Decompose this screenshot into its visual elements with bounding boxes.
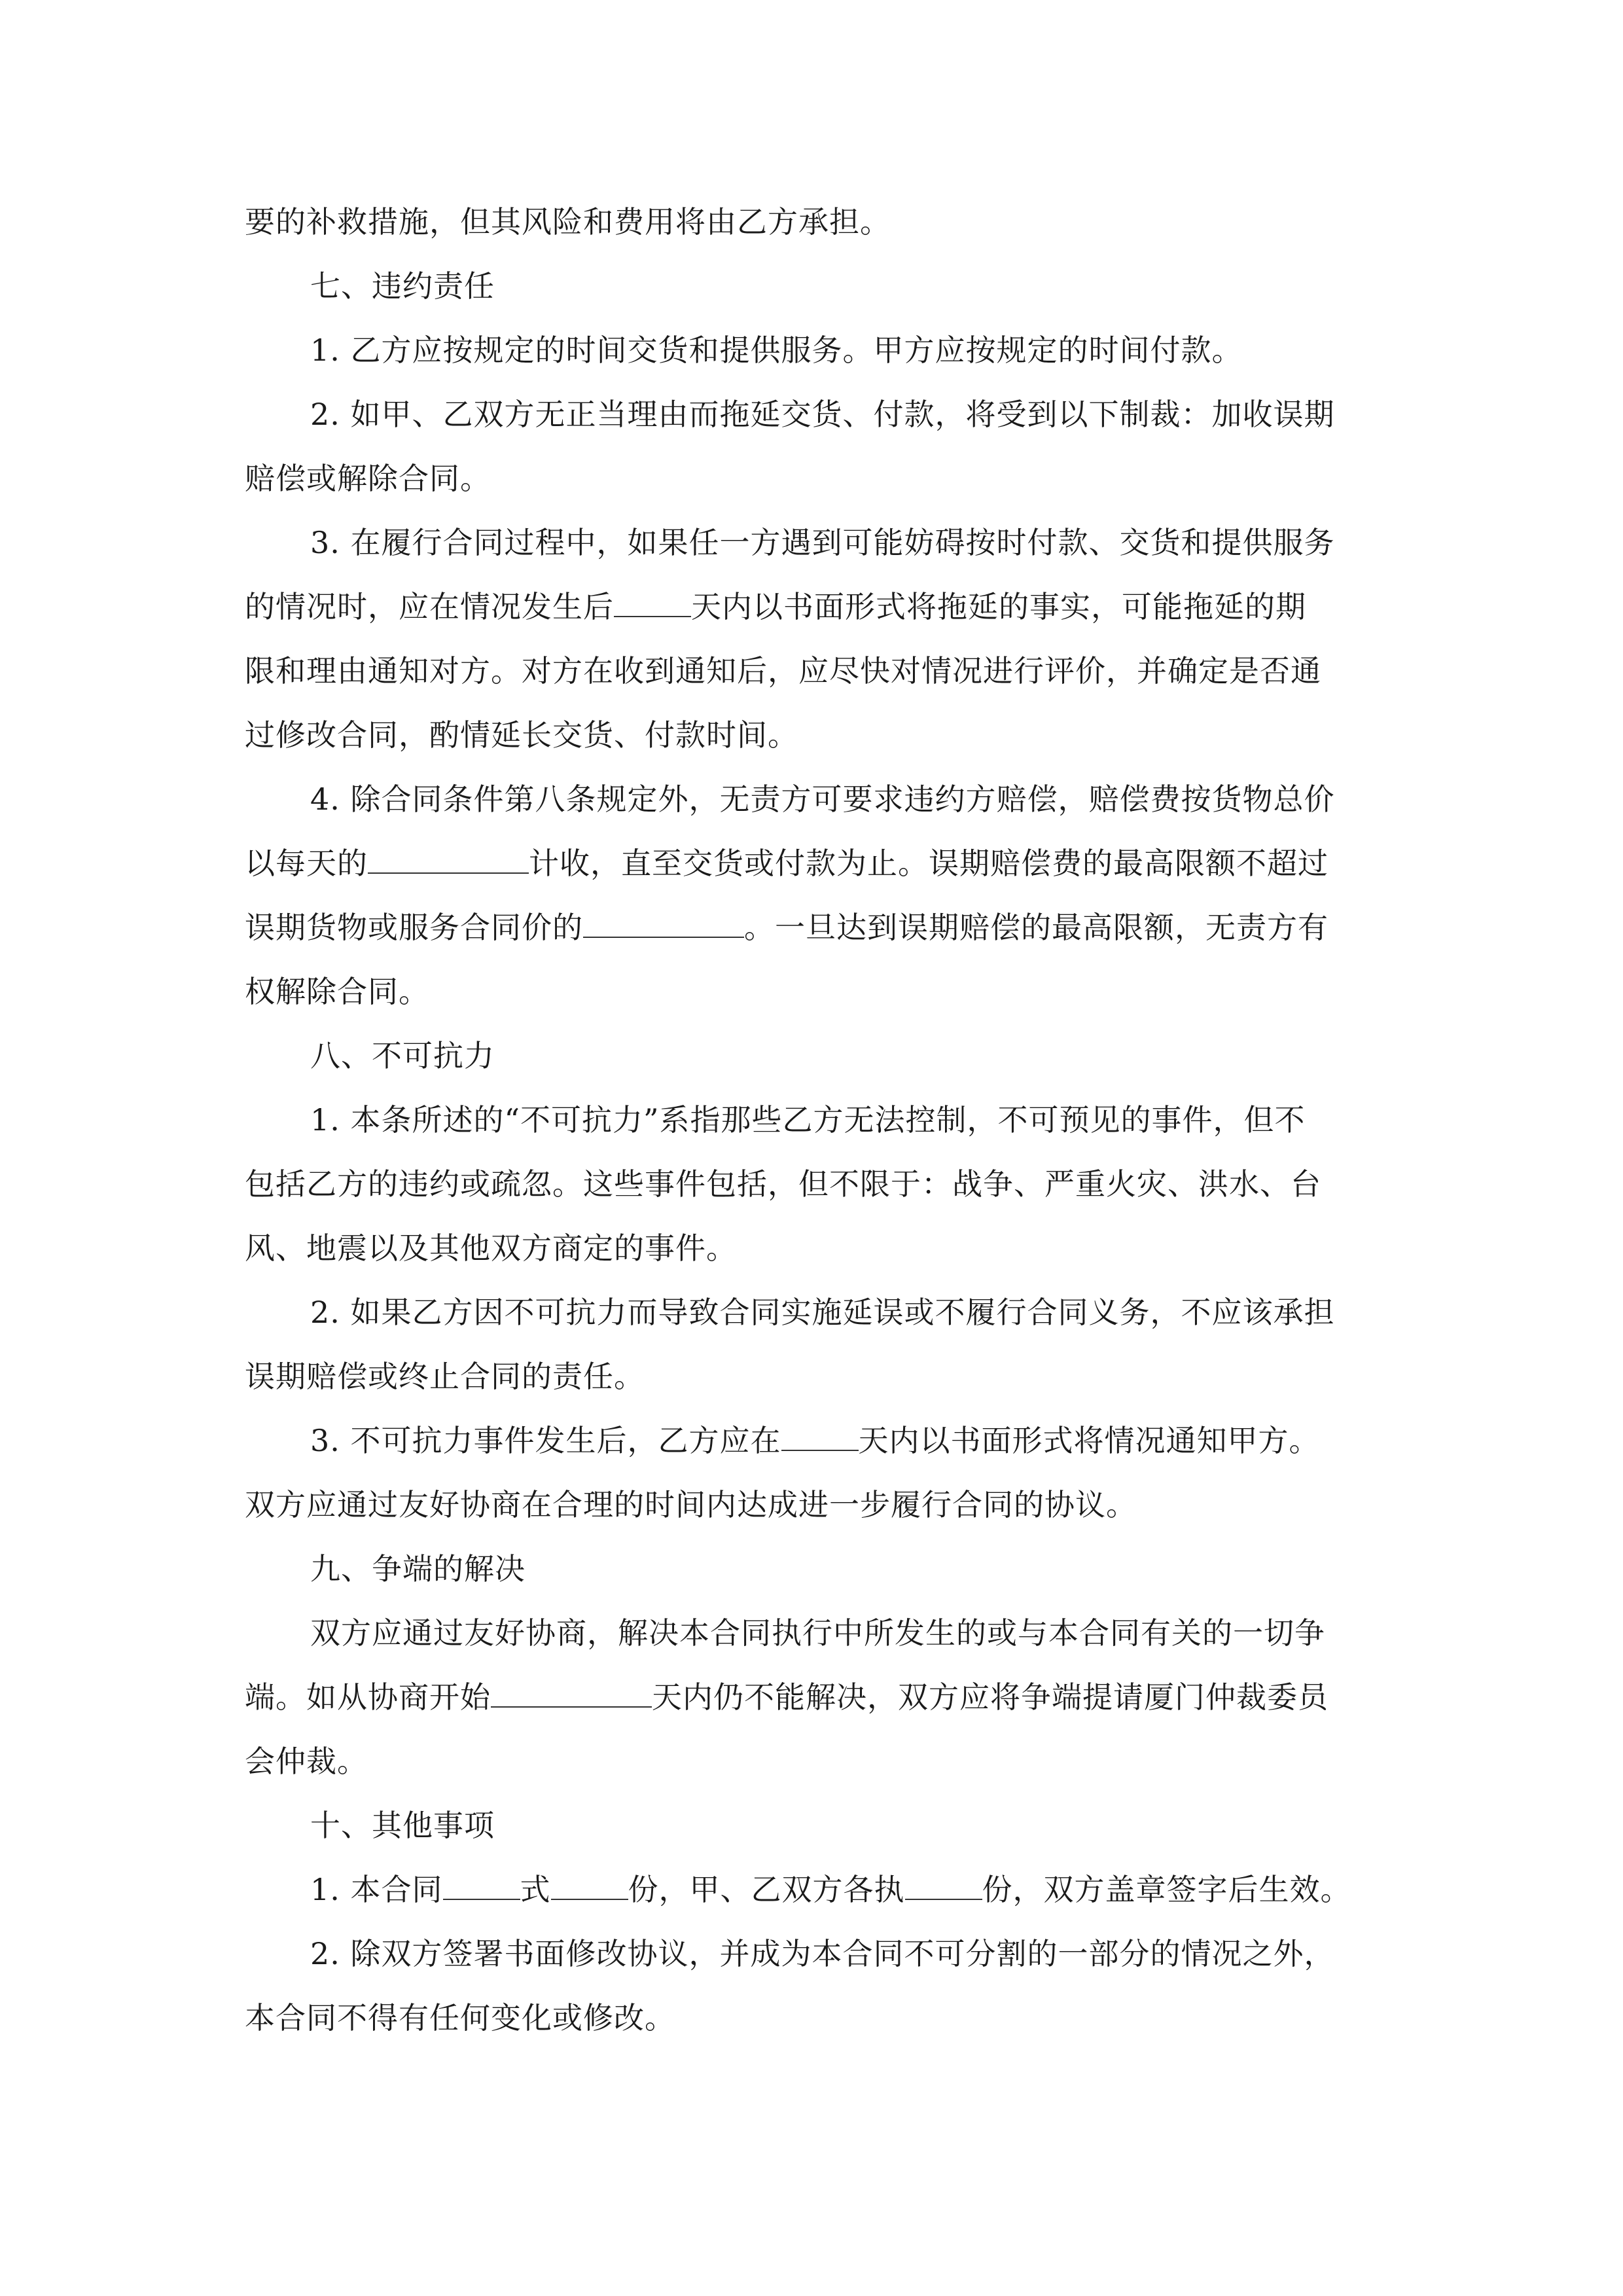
fill-in-blank: [368, 849, 529, 874]
paragraph-line: 误期赔偿或终止合同的责任。: [245, 1359, 645, 1394]
text-segment: 端。如从协商开始: [245, 1679, 491, 1715]
paragraph-line: [245, 1408, 1381, 1473]
text-segment: 份，双方盖章签字后生效。: [982, 1872, 1351, 1907]
text-segment: 天内仍不能解决，双方应将争端提请厦门仲裁委员: [652, 1679, 1329, 1715]
fill-in-blank: [551, 1875, 628, 1900]
paragraph-line: [245, 1665, 1381, 1729]
paragraph-line: 要的补救措施，但其风险和费用将由乙方承担。: [245, 204, 891, 240]
paragraph-line: 双方应通过友好协商在合理的时间内达成进一步履行合同的协议。: [245, 1487, 1137, 1522]
text-segment: 3. 不可抗力事件发生后，乙方应在: [310, 1423, 781, 1458]
section-heading: 九、争端的解决: [310, 1551, 526, 1587]
section-heading: 十、其他事项: [310, 1808, 495, 1843]
fill-in-blank: [583, 913, 744, 938]
paragraph-line: 限和理由通知对方。对方在收到通知后，应尽快对情况进行评价，并确定是否通: [245, 653, 1321, 689]
paragraph-line: 2. 除双方签署书面修改协议，并成为本合同不可分割的一部分的情况之外，: [310, 1936, 1335, 1971]
text-segment: 的情况时，应在情况发生后: [245, 589, 614, 624]
paragraph-line: 包括乙方的违约或疏忽。这些事件包括，但不限于：战争、严重火灾、洪水、台: [245, 1166, 1321, 1202]
paragraph-line: 2. 如果乙方因不可抗力而导致合同实施延误或不履行合同义务，不应该承担: [310, 1295, 1335, 1330]
section-heading: 八、不可抗力: [310, 1038, 495, 1073]
paragraph-line: 4. 除合同条件第八条规定外，无责方可要求违约方赔偿，赔偿费按货物总价: [310, 781, 1335, 817]
paragraph-line: 过修改合同，酌情延长交货、付款时间。: [245, 717, 798, 753]
text-segment: 误期货物或服务合同价的: [245, 910, 583, 945]
fill-in-blank: [905, 1875, 982, 1900]
fill-in-blank: [443, 1875, 520, 1900]
paragraph-line: 本合同不得有任何变化或修改。: [245, 2000, 675, 2036]
paragraph-line: 双方应通过友好协商，解决本合同执行中所发生的或与本合同有关的一切争: [310, 1615, 1325, 1651]
paragraph-line: 1. 本条所述的“不可抗力”系指那些乙方无法控制，不可预见的事件，但不: [310, 1102, 1306, 1138]
fill-in-blank: [614, 592, 691, 617]
paragraph-line: 赔偿或解除合同。: [245, 461, 491, 496]
text-segment: 份，甲、乙双方各执: [628, 1872, 905, 1907]
paragraph-line: 3. 在履行合同过程中，如果任一方遇到可能妨碍按时付款、交货和提供服务: [310, 525, 1335, 560]
paragraph-line: [245, 575, 1381, 639]
text-segment: 以每天的: [245, 846, 368, 881]
paragraph-line: 会仲裁。: [245, 1744, 368, 1779]
section-heading: 七、违约责任: [310, 268, 495, 304]
paragraph-line: 权解除合同。: [245, 974, 429, 1009]
paragraph-line: [245, 895, 1381, 960]
fill-in-blank: [491, 1683, 652, 1708]
paragraph-line: [245, 1857, 1381, 1922]
paragraph-line: 1. 乙方应按规定的时间交货和提供服务。甲方应按规定的时间付款。: [310, 332, 1243, 368]
paragraph-line: 风、地震以及其他双方商定的事件。: [245, 1230, 737, 1266]
fill-in-blank: [781, 1426, 859, 1451]
text-segment: 天内以书面形式将拖延的事实，可能拖延的期: [691, 589, 1306, 624]
contract-text: [245, 190, 1381, 2050]
text-segment: 式: [520, 1872, 551, 1907]
text-segment: 1. 本合同: [310, 1872, 443, 1907]
text-segment: 。一旦达到误期赔偿的最高限额，无责方有: [744, 910, 1329, 945]
text-segment: 计收，直至交货或付款为止。误期赔偿费的最高限额不超过: [529, 846, 1329, 881]
paragraph-line: [245, 831, 1381, 895]
paragraph-line: 2. 如甲、乙双方无正当理由而拖延交货、付款，将受到以下制裁：加收误期: [310, 397, 1335, 432]
text-segment: 天内以书面形式将情况通知甲方。: [858, 1423, 1320, 1458]
